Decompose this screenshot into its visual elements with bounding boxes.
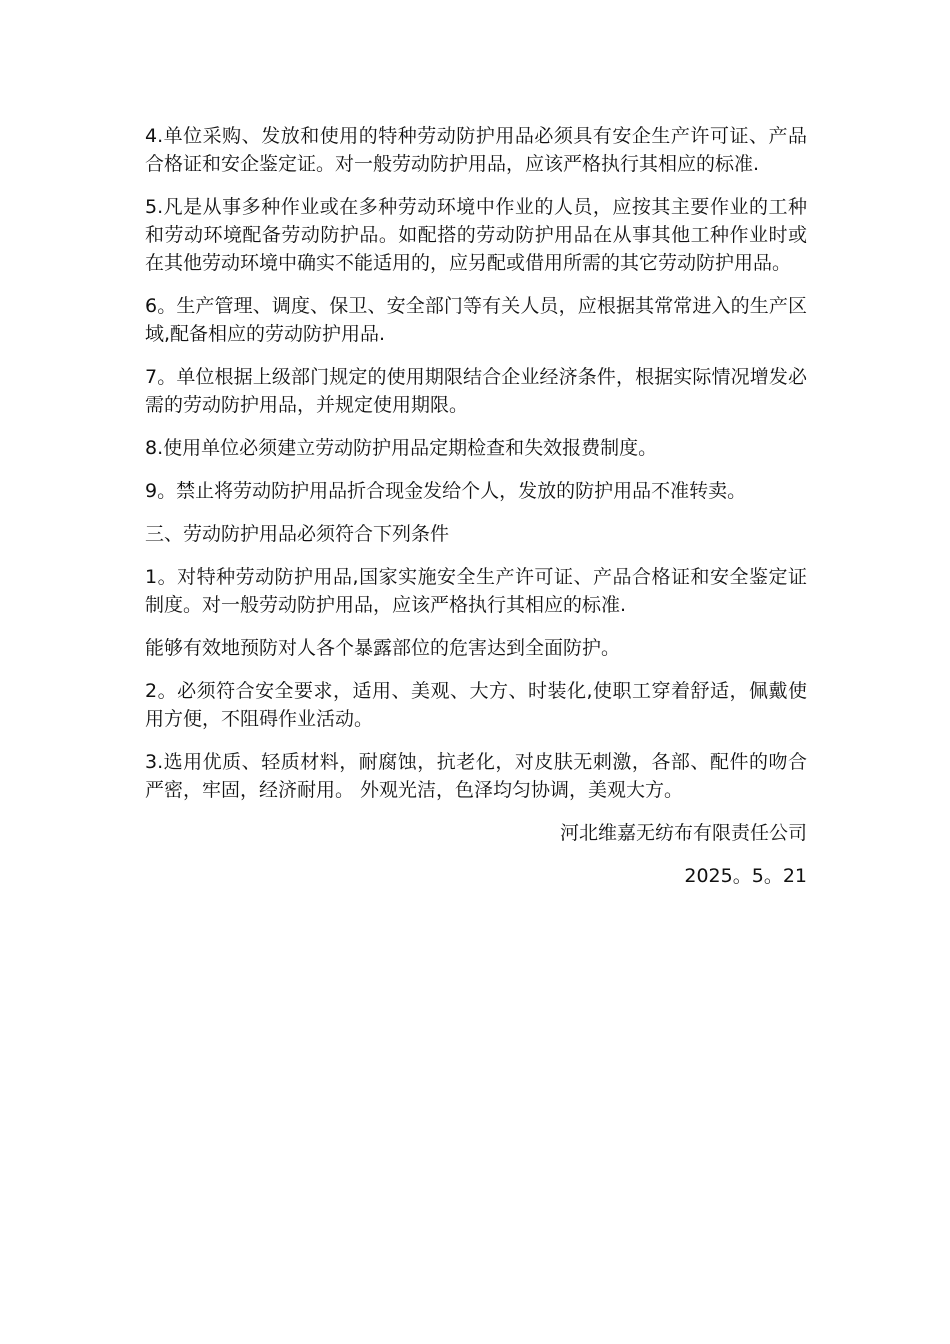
paragraph-item-4: 4.单位采购、发放和使用的特种劳动防护用品必须具有安企生产许可证、产品合格证和安企鉴定证。对一般劳动防护用品，应该严格执行其相应的标准. <box>145 125 807 175</box>
condition-item-1: 1。对特种劳动防护用品,国家实施安全生产许可证、产品合格证和安全鉴定证制度。对一般劳动防护用品，应该严格执行其相应的标准. <box>145 566 807 616</box>
document-date: 2025。5。21 <box>684 865 807 887</box>
condition-item-3: 3.选用优质、轻质材料，耐腐蚀，抗老化，对皮肤无刺激，各部、配件的吻合严密，牢固，经济耐用。 外观光洁，色泽均匀协调，美观大方。 <box>145 751 807 801</box>
section-heading: 三、劳动防护用品必须符合下列条件 <box>145 523 450 545</box>
condition-note: 能够有效地预防对人各个暴露部位的危害达到全面防护。 <box>145 637 621 659</box>
condition-item-2: 2。必须符合安全要求，适用、美观、大方、时装化,使职工穿着舒适，佩戴使用方便，不阻碍作业活动。 <box>145 680 807 730</box>
company-signature: 河北维嘉无纺布有限责任公司 <box>559 822 807 844</box>
paragraph-item-6: 6。生产管理、调度、保卫、安全部门等有关人员，应根据其常常进入的生产区域,配备相应的劳动防护用品. <box>145 295 807 345</box>
document-body <box>145 122 807 905</box>
paragraph-item-8: 8.使用单位必须建立劳动防护用品定期检查和失效报费制度。 <box>145 437 658 459</box>
paragraph-item-5: 5.凡是从事多种作业或在多种劳动环境中作业的人员，应按其主要作业的工种和劳动环境配备劳动防护品。如配搭的劳动防护用品在从事其他工种作业时或在其他劳动环境中确实不能适用的，应另配或借用所需的其它劳动防护用品。 <box>145 196 807 274</box>
paragraph-item-7: 7。单位根据上级部门规定的使用期限结合企业经济条件，根据实际情况增发必需的劳动防护用品，并规定使用期限。 <box>145 366 807 416</box>
paragraph-item-9: 9。禁止将劳动防护用品折合现金发给个人，发放的防护用品不准转卖。 <box>145 480 747 502</box>
